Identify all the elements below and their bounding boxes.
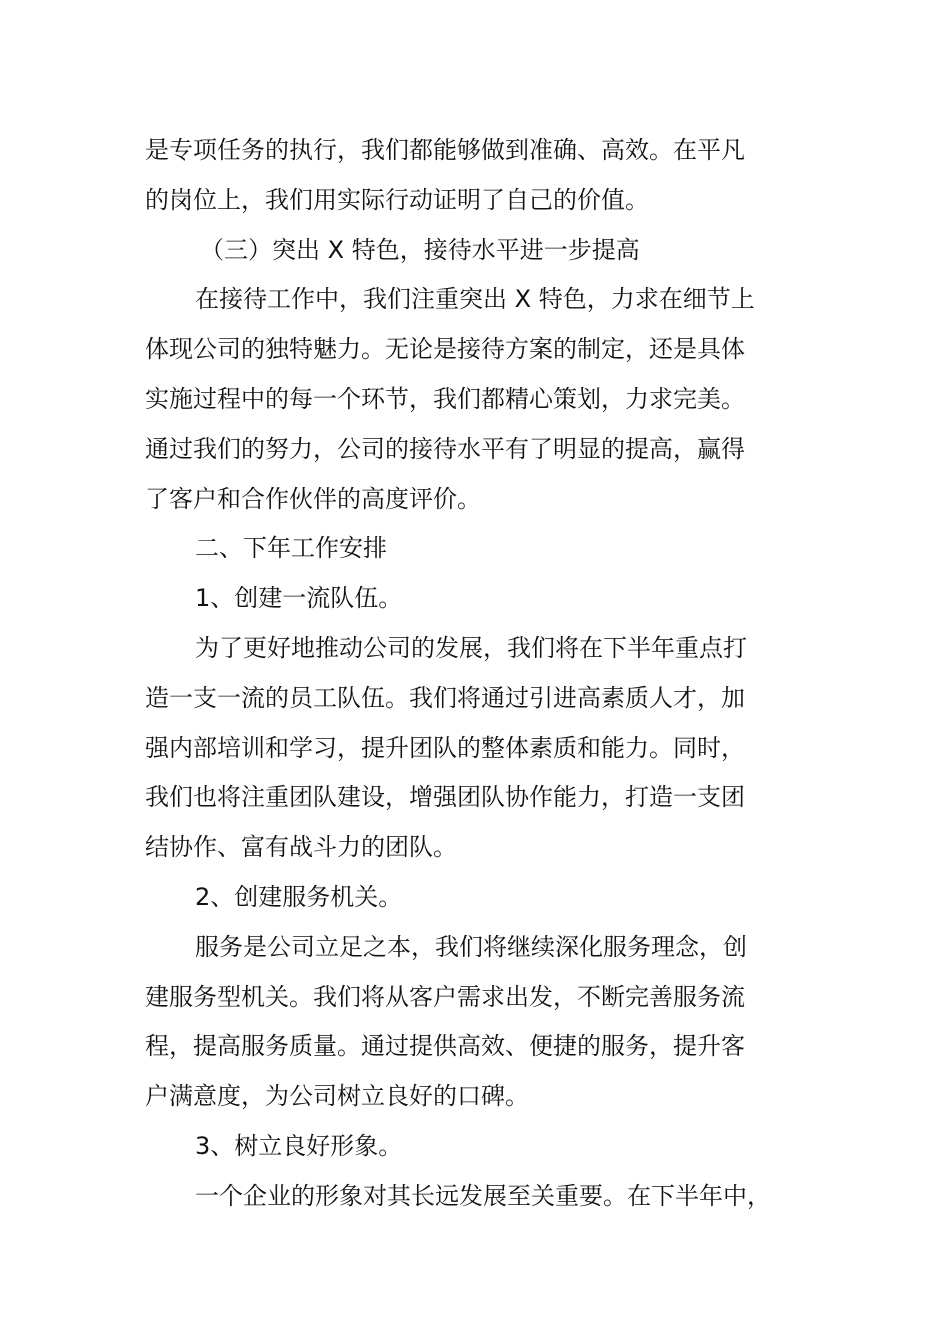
paragraph-start: 一个企业的形象对其长远发展至关重要。在下半年中， xyxy=(195,1181,771,1210)
subsection-heading: 2、创建服务机关。 xyxy=(195,882,403,911)
subsection-heading: 3、树立良好形象。 xyxy=(195,1131,403,1160)
text-line: 是专项任务的执行，我们都能够做到准确、高效。在平凡 xyxy=(145,136,745,164)
text-line: 程，提高服务质量。通过提供高效、便捷的服务，提升客 xyxy=(145,1032,745,1061)
paragraph-start: 为了更好地推动公司的发展，我们将在下半年重点打 xyxy=(195,633,747,662)
paragraph-start: 在接待工作中，我们注重突出 X 特色，力求在细节上 xyxy=(195,285,755,314)
text-line: 了客户和合作伙伴的高度评价。 xyxy=(145,484,481,513)
text-line: 通过我们的努力，公司的接待水平有了明显的提高，赢得 xyxy=(145,434,745,463)
document-body xyxy=(145,126,815,1222)
section-heading: （三）突出 X 特色，接待水平进一步提高 xyxy=(200,235,640,264)
subsection-heading: 1、创建一流队伍。 xyxy=(195,584,403,613)
text-line: 的岗位上，我们用实际行动证明了自己的价值。 xyxy=(145,185,649,214)
text-line: 实施过程中的每一个环节，我们都精心策划，力求完美。 xyxy=(145,384,745,413)
text-line: 强内部培训和学习，提升团队的整体素质和能力。同时， xyxy=(145,733,745,762)
text-line: 我们也将注重团队建设，增强团队协作能力，打造一支团 xyxy=(145,783,745,812)
text-line: 造一支一流的员工队伍。我们将通过引进高素质人才，加 xyxy=(145,683,745,712)
text-line: 建服务型机关。我们将从客户需求出发，不断完善服务流 xyxy=(145,982,745,1011)
text-line: 户满意度，为公司树立良好的口碑。 xyxy=(145,1082,529,1111)
paragraph-start: 服务是公司立足之本，我们将继续深化服务理念，创 xyxy=(195,932,747,961)
text-line: 体现公司的独特魅力。无论是接待方案的制定，还是具体 xyxy=(145,335,745,364)
section-heading: 二、下年工作安排 xyxy=(195,534,387,563)
text-line: 结协作、富有战斗力的团队。 xyxy=(145,833,457,862)
